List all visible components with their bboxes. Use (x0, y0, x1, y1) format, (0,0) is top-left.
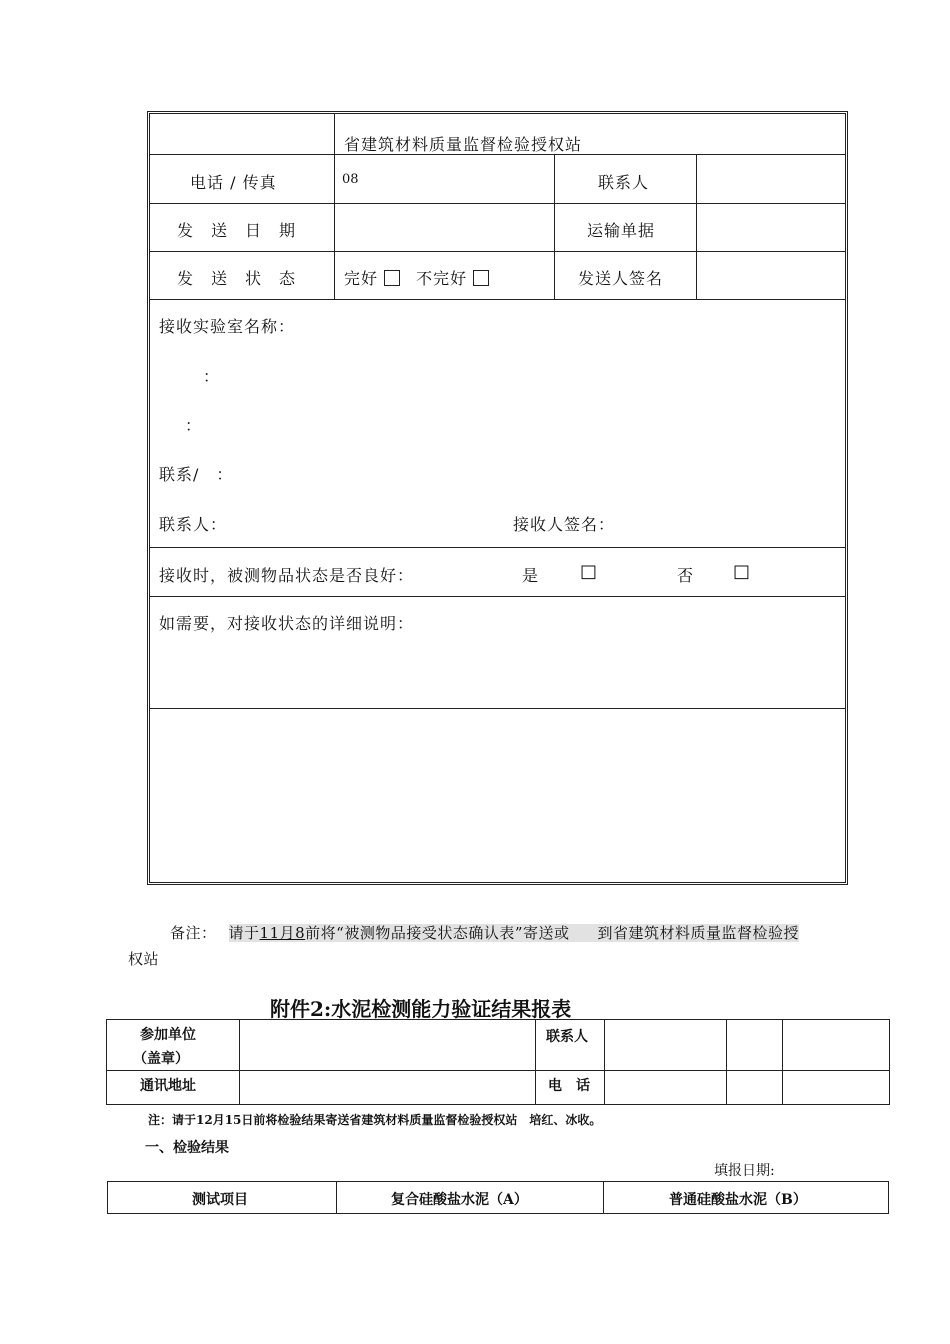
col-divider (604, 1020, 605, 1104)
waybill-label: 运输单据 (587, 221, 656, 240)
status-bad-label: 不完好 (416, 269, 468, 288)
address-field[interactable] (241, 1072, 533, 1103)
contact-person-label: 联系人： (159, 515, 228, 534)
remark-text-1: 请于 (228, 924, 260, 942)
remark-date: 11月8 (259, 924, 306, 942)
condition-question: 接收时，被测物品状态是否良好： (159, 566, 415, 585)
unit-stamp-label: （盖章） (133, 1051, 189, 1067)
address-label: 通讯地址 (140, 1078, 196, 1094)
row-divider (150, 203, 845, 204)
col-test-item: 测试项目 (192, 1192, 248, 1208)
col-divider (239, 1020, 240, 1104)
col-divider (696, 154, 697, 300)
detail-label: 如需要，对接收状态的详细说明： (159, 614, 415, 633)
col-divider (726, 1020, 727, 1104)
authority-name: 省建筑材料质量监督检验授权站 (344, 135, 583, 154)
row-divider (107, 1070, 889, 1071)
phone-label: 电 话 (548, 1078, 590, 1094)
row-divider (150, 708, 845, 709)
col-divider (334, 114, 335, 300)
remark-text-2: 前将“被测物品接受状态确认表”寄送或 (305, 924, 570, 942)
row-divider (150, 299, 845, 300)
postcode-colon: ： (185, 416, 203, 435)
unit-label: 参加单位 (140, 1027, 196, 1043)
results-table-header (107, 1181, 889, 1214)
phone-fax-value[interactable]: 08 (342, 172, 359, 187)
yes-label: 是 (522, 566, 540, 585)
status-options (344, 266, 489, 289)
col-composite-cement: 复合硅酸盐水泥（A） (391, 1192, 528, 1208)
col-divider (336, 1182, 337, 1213)
submission-note: 注：请于12月15日前将检验结果寄送省建筑材料质量监督检验授权站 培红、冰收。 (148, 1113, 602, 1127)
yes-checkbox[interactable]: □ (580, 561, 599, 582)
remark-line (170, 922, 799, 943)
contact-label: 联系人 (598, 173, 650, 192)
receiver-sign-label: 接收人签名： (513, 515, 616, 534)
receiving-lab-label: 接收实验室名称： (159, 317, 296, 336)
col-divider (603, 1182, 604, 1213)
unit-field[interactable] (241, 1021, 533, 1069)
participant-table (106, 1019, 890, 1105)
remark-prefix: 备注： (170, 924, 217, 942)
row-divider (150, 547, 845, 548)
phone-field[interactable] (606, 1072, 724, 1103)
col-ordinary-cement: 普通硅酸盐水泥（B） (669, 1192, 807, 1208)
section-title: 一、检验结果 (145, 1140, 229, 1156)
status-good-label: 完好 (344, 269, 379, 288)
sender-sign-field[interactable] (698, 253, 846, 297)
detail-area[interactable] (152, 710, 844, 880)
col-divider (554, 154, 555, 300)
receipt-confirmation-form (147, 111, 848, 885)
sender-sign-label: 发送人签名 (578, 269, 664, 288)
contact-label-2: 联系人 (546, 1029, 588, 1045)
no-checkbox[interactable]: □ (733, 561, 752, 582)
status-bad-checkbox[interactable] (473, 270, 489, 286)
remark-line-2: 权站 (128, 950, 160, 968)
send-status-label: 发 送 状 态 (177, 269, 297, 288)
col-divider (535, 1020, 536, 1104)
attachment-title: 附件2:水泥检测能力验证结果报表 (270, 997, 572, 1021)
send-date-field[interactable] (336, 205, 552, 249)
contact-field[interactable] (698, 156, 846, 200)
row-divider (150, 596, 845, 597)
col-divider (782, 1020, 783, 1104)
waybill-field[interactable] (698, 205, 846, 249)
address-colon: ： (203, 367, 221, 386)
row-divider (150, 251, 845, 252)
phone-fax-label: 电话 / 传真 (190, 173, 277, 192)
contact-phone-label: 联系/ ： (159, 465, 234, 484)
send-date-label: 发 送 日 期 (177, 221, 297, 240)
no-label: 否 (677, 566, 695, 585)
remark-text-3: 到省建筑材料质量监督检验授 (597, 924, 800, 942)
fill-date-label: 填报日期: (714, 1163, 775, 1179)
contact-field-2[interactable] (606, 1021, 724, 1069)
status-good-checkbox[interactable] (384, 270, 400, 286)
